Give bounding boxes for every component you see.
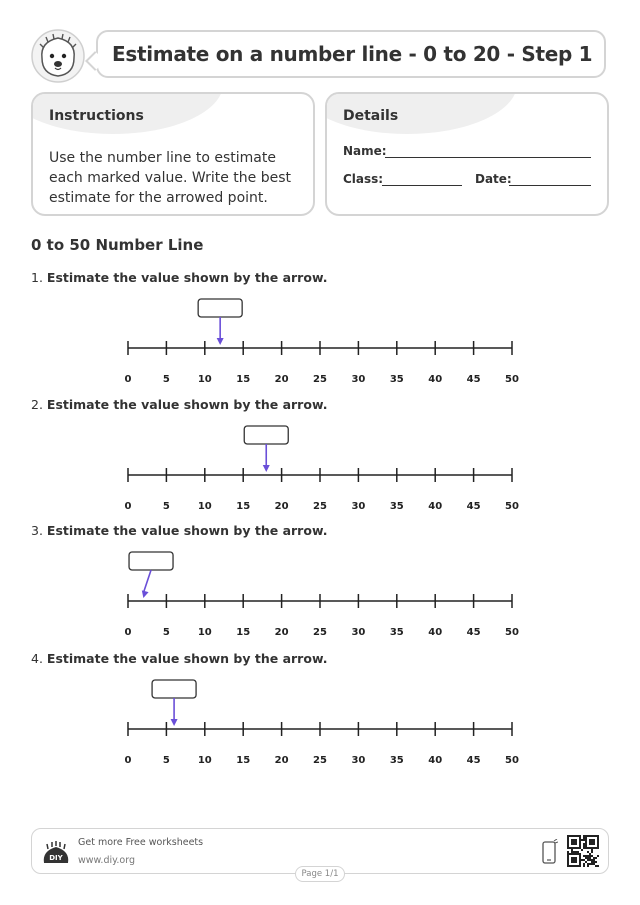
answer-box[interactable] <box>152 680 196 698</box>
tick-label: 50 <box>505 501 519 512</box>
details-heading: Details <box>343 108 399 124</box>
tick-label: 50 <box>505 755 519 766</box>
section-title: 0 to 50 Number Line <box>31 236 204 254</box>
tick-label: 20 <box>274 755 289 766</box>
tick-label: 30 <box>351 627 366 638</box>
tick-label: 35 <box>389 755 404 766</box>
tick-label: 40 <box>428 374 443 385</box>
name-label: Name: <box>343 144 387 158</box>
name-field[interactable] <box>385 157 591 158</box>
tick-label: 10 <box>197 755 212 766</box>
tick-label: 0 <box>124 627 132 638</box>
answer-box[interactable] <box>244 426 288 444</box>
tick-label: 40 <box>428 755 443 766</box>
tick-label: 35 <box>389 501 404 512</box>
question-number: 3. <box>31 523 47 538</box>
qr-code-icon[interactable] <box>567 835 599 867</box>
diy-logo-icon <box>42 841 70 865</box>
question-text: Estimate the value shown by the arrow. <box>46 397 328 412</box>
tick-label: 40 <box>428 627 443 638</box>
tick-label: 30 <box>351 374 366 385</box>
class-label: Class: <box>343 172 384 186</box>
tick-label: 40 <box>428 501 443 512</box>
tick-label: 25 <box>313 755 327 766</box>
footer-url[interactable]: www.diy.org <box>78 855 135 866</box>
tick-label: 50 <box>505 374 519 385</box>
date-label: Date: <box>475 172 512 186</box>
tick-label: 15 <box>236 755 251 766</box>
answer-box[interactable] <box>129 552 173 570</box>
tick-label: 45 <box>466 501 481 512</box>
tick-label: 5 <box>162 374 170 385</box>
question-number: 2. <box>31 397 47 412</box>
instructions-heading: Instructions <box>49 108 144 124</box>
tick-label: 5 <box>162 755 170 766</box>
date-field[interactable] <box>509 185 591 186</box>
question-text: Estimate the value shown by the arrow. <box>46 270 328 285</box>
number-line-2 <box>0 397 640 512</box>
tick-label: 20 <box>274 501 289 512</box>
tick-label: 35 <box>389 374 404 385</box>
tick-label: 50 <box>505 627 519 638</box>
tick-label: 0 <box>124 374 132 385</box>
tick-label: 30 <box>351 501 366 512</box>
footer-promo[interactable]: Get more Free worksheets <box>78 837 204 848</box>
tick-label: 45 <box>466 627 481 638</box>
tick-label: 25 <box>313 374 327 385</box>
details-panel <box>325 92 609 216</box>
answer-box[interactable] <box>198 299 242 317</box>
number-line-1 <box>0 270 640 385</box>
class-field[interactable] <box>382 185 462 186</box>
page-indicator: Page 1/1 <box>295 866 345 882</box>
page-title: Estimate on a number line - 0 to 20 - Step 1 <box>112 42 593 66</box>
number-line-3 <box>0 523 640 638</box>
tick-label: 10 <box>197 501 212 512</box>
tick-label: 45 <box>466 374 481 385</box>
arrow-head <box>217 338 224 345</box>
tick-label: 30 <box>351 755 366 766</box>
tick-label: 5 <box>162 627 170 638</box>
tick-label: 15 <box>236 374 251 385</box>
arrow-shaft <box>143 570 151 593</box>
arrow-head <box>263 465 270 472</box>
question-text: Estimate the value shown by the arrow. <box>46 651 328 666</box>
tick-label: 0 <box>124 501 132 512</box>
tick-label: 20 <box>274 627 289 638</box>
tick-label: 10 <box>197 374 212 385</box>
arrow-head <box>171 719 178 726</box>
arrow-head <box>142 590 149 598</box>
title-banner <box>96 30 606 78</box>
instructions-panel <box>31 92 315 216</box>
tick-label: 10 <box>197 627 212 638</box>
instructions-text: Use the number line to estimate each marked value. Write the best estimate for the arrowed point. <box>49 150 292 206</box>
question-number: 4. <box>31 651 47 666</box>
tick-label: 35 <box>389 627 404 638</box>
tick-label: 15 <box>236 501 251 512</box>
tick-label: 5 <box>162 501 170 512</box>
mascot-icon <box>30 28 86 84</box>
tick-label: 45 <box>466 755 481 766</box>
tick-label: 20 <box>274 374 289 385</box>
tick-label: 0 <box>124 755 132 766</box>
tick-label: 25 <box>313 501 327 512</box>
phone-icon <box>542 839 558 865</box>
svg-text:DIY: DIY <box>49 854 63 862</box>
number-line-4 <box>0 651 640 766</box>
question-number: 1. <box>31 270 47 285</box>
tick-label: 15 <box>236 627 251 638</box>
question-text: Estimate the value shown by the arrow. <box>46 523 328 538</box>
tick-label: 25 <box>313 627 327 638</box>
